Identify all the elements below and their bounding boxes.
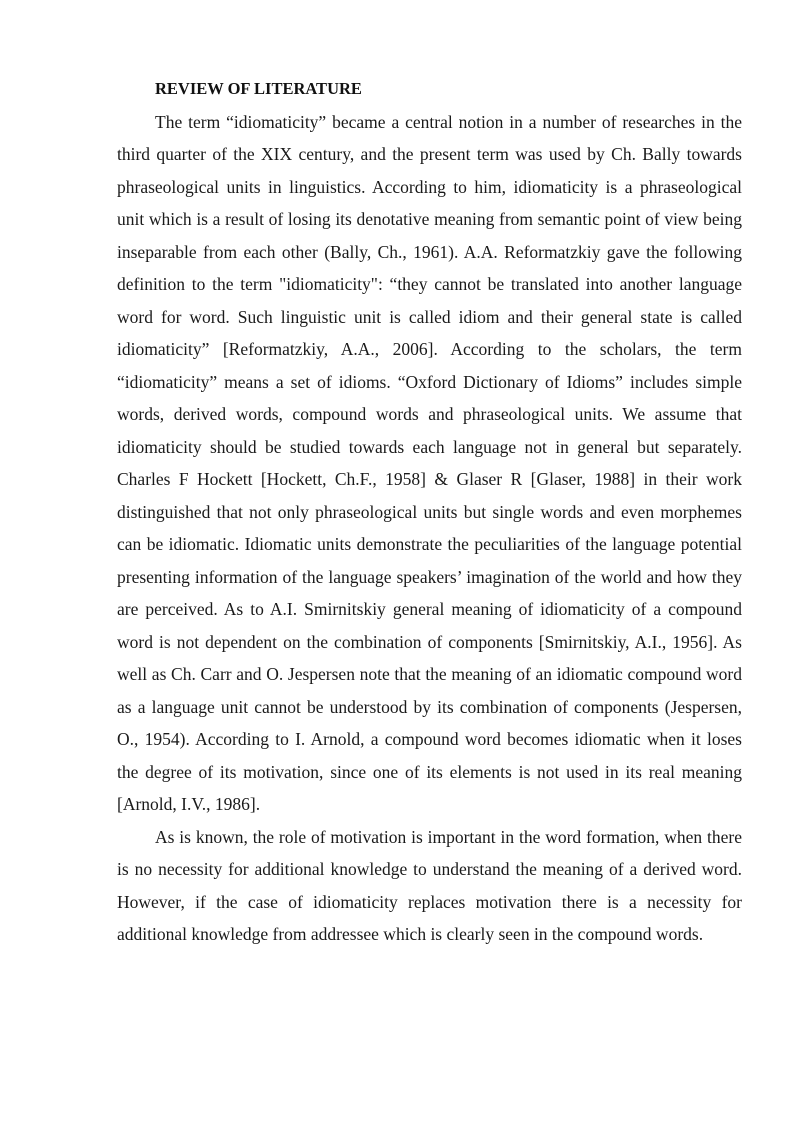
paragraph-2: As is known, the role of motivation is important in the word formation, when there is no necessity for additional knowledge to understand the meaning of a derived word. However, if the case of idiomaticity replaces motivation there is a necessity for additional knowledge from addressee which is clearly seen in the compound words.	[117, 826, 742, 944]
paragraph-1: The term “idiomaticity” became a central notion in a number of researches in the third quarter of the XIX century, and the present term was used by Ch. Bally towards phraseological units in linguistics. According to him, idiomaticity is a phraseological unit which is a result of losing its denotative meaning from semantic point of view being inseparable from each other (Bally, Ch., 1961). A.A. Reformatzkiy gave the following definition to the term "idiomaticity": “they cannot be translated into another language word for word. Such linguistic unit is called idiom and their general state is called idiomaticity” [Reformatzkiy, A.A., 2006]. According to the scholars, the term “idiomaticity” means a set of idioms. “Oxford Dictionary of Idioms” includes simple words, derived words, compound words and phraseological units. We assume that idiomaticity should be studied towards each language not in general but separately. Charles F Hockett [Hockett, Ch.F., 1958] & Glaser R [Glaser, 1988] in their work distinguished that not only phraseological units but single words and even morphemes can be idiomatic. Idiomatic units demonstrate the peculiarities of the language potential presenting information of the language speakers’ imagination of the world and how they are perceived. As to A.I. Smirnitskiy general meaning of idiomaticity of a compound word is not dependent on the combination of components [Smirnitskiy, A.I., 1956]. As well as Ch. Carr and O. Jespersen note that the meaning of an idiomatic compound word as a language unit cannot be understood by its combination of components (Jespersen, O., 1954). According to I. Arnold, a compound word becomes idiomatic when it loses the degree of its motivation, since one of its elements is not used in its real meaning [Arnold, I.V., 1986].	[117, 111, 742, 814]
section-heading: REVIEW OF LITERATURE	[155, 79, 362, 98]
document-body	[117, 73, 742, 951]
